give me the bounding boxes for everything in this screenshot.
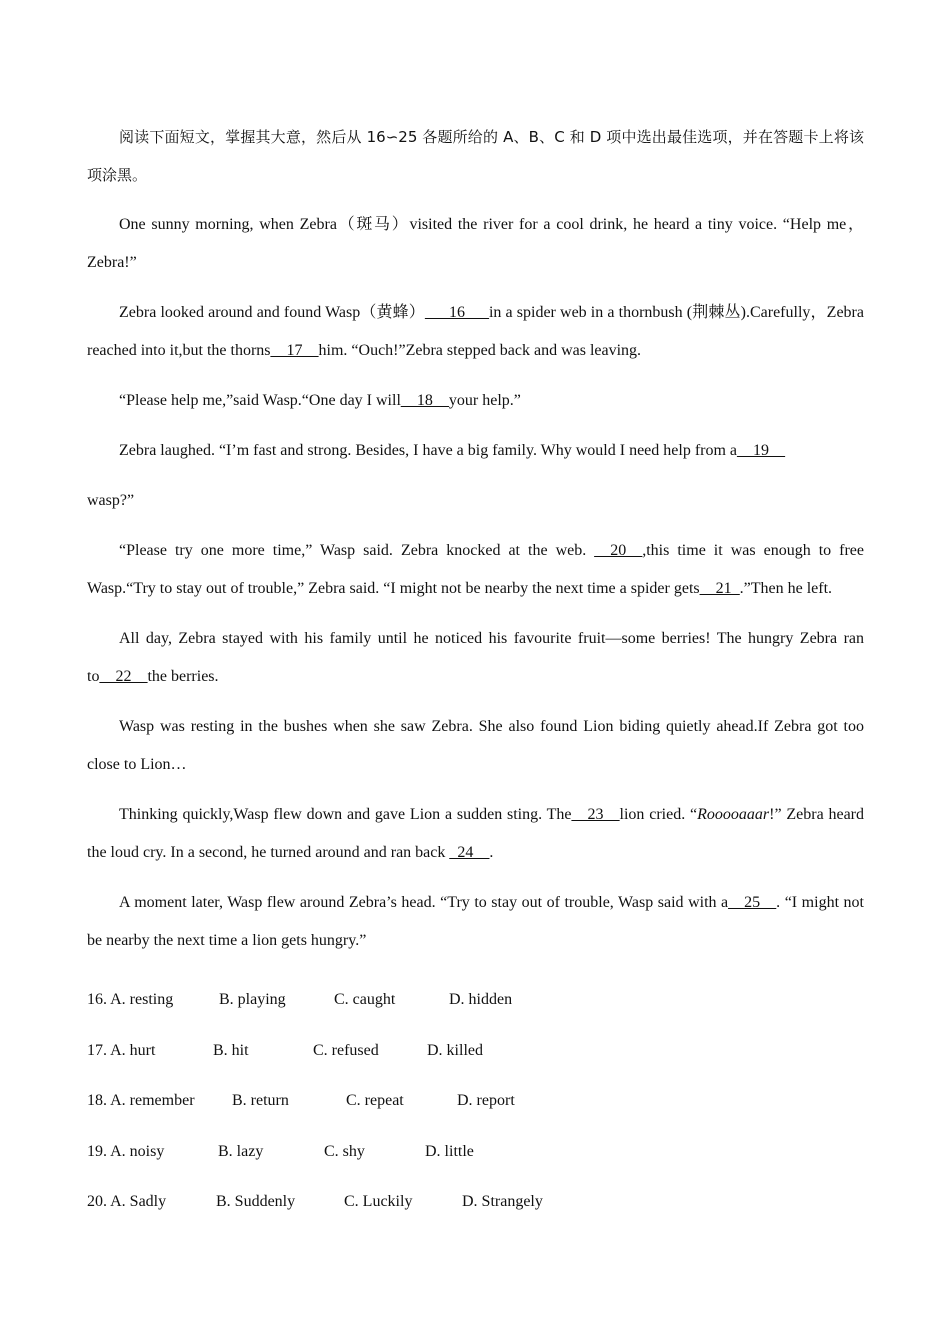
option-a: 17. A. hurt	[87, 1041, 156, 1059]
instructions-paragraph	[87, 118, 864, 194]
passage-paragraph-9	[87, 884, 864, 960]
option-a: 20. A. Sadly	[87, 1193, 167, 1210]
option-c: C. repeat	[346, 1092, 404, 1109]
blank-20: __20__	[594, 542, 643, 559]
option-c: C. refused	[313, 1041, 379, 1059]
options-list	[87, 990, 864, 1243]
blank-21: __21_	[699, 580, 740, 597]
blank-19: __19__	[737, 442, 786, 459]
passage-text: !” Zebra heard the loud cry. In a second, he turned around and ran back	[87, 806, 865, 861]
option-d: D. Strangely	[462, 1193, 543, 1210]
passage-paragraph-4	[87, 432, 864, 470]
option-d: D. little	[425, 1142, 474, 1160]
passage-text: in a spider web in a thornbush (荆棘丛).Carefully，Zebra reached into it,but the thorns	[87, 304, 864, 359]
instructions-line-1: 阅读下面短文，掌握其大意，然后从 16∽25 各题所给的 A、B、C 和 D 项中选出最佳选项，并在答题	[119, 128, 804, 146]
document-page	[87, 118, 864, 1243]
question-16-options	[87, 990, 864, 1041]
option-b: B. hit	[213, 1041, 249, 1059]
instructions-line-2: 卡上将该项涂黑。	[87, 128, 864, 184]
blank-25: __25__	[728, 894, 777, 911]
blank-24: _24__	[449, 844, 490, 861]
passage-paragraph-3	[87, 382, 864, 420]
passage-text: him. “Ouch!”Zebra stepped back and was leaving.	[318, 342, 642, 359]
option-b: B. lazy	[218, 1142, 264, 1160]
passage-text: your help.”	[448, 392, 521, 409]
passage-text: “Please try one more time,” Wasp said. Zebra knocked at the web.	[119, 542, 595, 559]
passage-text: All day, Zebra stayed with his family until he noticed his favourite fruit—some berries! The hungry Zebra ran to	[87, 630, 864, 685]
passage-text: .”Then he left.	[739, 580, 833, 597]
option-b: B. playing	[219, 991, 286, 1008]
question-19-options	[87, 1142, 864, 1193]
option-d: D. hidden	[449, 991, 513, 1008]
option-a: 16. A. resting	[87, 991, 174, 1008]
passage-text: One sunny morning, when Zebra（斑马）visited the river for a cool drink, he heard a tiny voice. “Help me，Zebra!”	[87, 216, 864, 271]
passage-text: Thinking quickly,Wasp flew down and gave Lion a sudden sting. The	[119, 806, 572, 823]
blank-17: __17__	[270, 342, 319, 359]
passage-text: lion cried. “	[619, 806, 698, 823]
passage-paragraph-8	[87, 796, 864, 872]
passage-text: the berries.	[147, 668, 219, 685]
passage-paragraph-5	[87, 532, 864, 608]
blank-23: __23__	[571, 806, 620, 823]
option-c: C. shy	[324, 1142, 365, 1160]
passage-paragraph-7	[87, 708, 864, 784]
blank-16: ___16___	[424, 304, 489, 321]
passage-paragraph-1	[87, 206, 864, 282]
question-17-options	[87, 1041, 864, 1092]
passage-paragraph-4-continued	[87, 482, 864, 520]
passage-text: “Please help me,”said Wasp.“One day I will	[119, 392, 401, 409]
passage-text: Wasp was resting in the bushes when she saw Zebra. She also found Lion biding quietly ahead.If Zebra got too close to Lion…	[87, 718, 864, 773]
option-c: C. Luckily	[344, 1193, 413, 1210]
passage-text: A moment later, Wasp flew around Zebra’s head. “Try to stay out of trouble, Wasp said with a	[119, 894, 729, 911]
passage-text: Zebra laughed. “I’m fast and strong. Besides, I have a big family. Why would I need help from a	[119, 442, 738, 459]
option-c: C. caught	[334, 991, 396, 1008]
option-d: D. report	[457, 1092, 515, 1109]
option-b: B. return	[232, 1092, 289, 1109]
option-a: 18. A. remember	[87, 1092, 195, 1109]
passage-text: .	[489, 844, 494, 861]
blank-22: __22__	[99, 668, 148, 685]
option-b: B. Suddenly	[216, 1193, 296, 1210]
passage-text: . “I might not be nearby the next time a lion gets hungry.”	[87, 894, 864, 949]
passage-text: ,this time it was enough to free Wasp.“Try to stay out of trouble,” Zebra said. “I might not be nearby the next time a spider gets	[87, 542, 865, 597]
blank-18: __18__	[400, 392, 449, 409]
option-d: D. killed	[427, 1041, 483, 1059]
passage-paragraph-2	[87, 294, 864, 370]
question-18-options	[87, 1091, 864, 1142]
passage-text: wasp?”	[87, 492, 135, 509]
roar-text: Rooooaaar	[697, 806, 770, 823]
option-a: 19. A. noisy	[87, 1142, 165, 1160]
passage-paragraph-6	[87, 620, 864, 696]
question-20-options	[87, 1192, 864, 1243]
passage-text: Zebra looked around and found Wasp（黄蜂）	[119, 304, 425, 321]
